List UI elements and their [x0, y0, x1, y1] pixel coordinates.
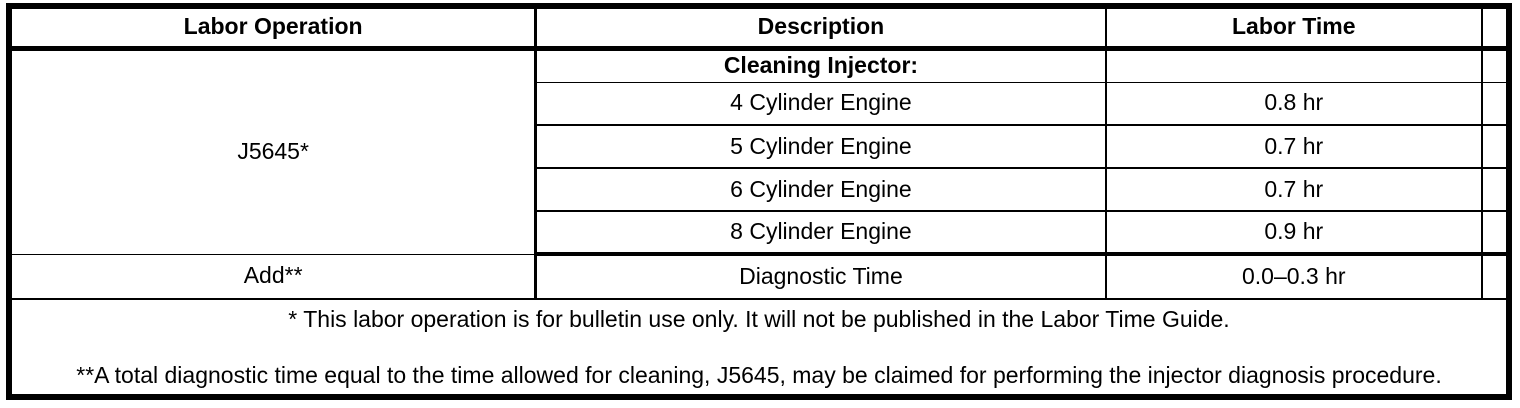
- cell-labor-time: [1106, 48, 1482, 82]
- cell-labor-time: 0.7 hr: [1106, 125, 1482, 168]
- header-labor-operation: Labor Operation: [9, 6, 536, 48]
- footnote-bulletin-use: * This labor operation is for bulletin use only. It will not be published in the Labor Time Guide.: [288, 305, 1230, 332]
- table-row: [9, 48, 1509, 82]
- cell-labor-operation-group: J5645*: [9, 48, 536, 254]
- cell-extra: [1482, 168, 1509, 211]
- footnote-diagnostic-time: **A total diagnostic time equal to the time allowed for cleaning, J5645, may be claimed for performing the injector diagnosis procedure.: [76, 361, 1442, 388]
- cell-extra: [1482, 125, 1509, 168]
- header-description: Description: [536, 6, 1106, 48]
- cell-labor-time: 0.7 hr: [1106, 168, 1482, 211]
- cell-extra: [1482, 254, 1509, 299]
- cell-extra: [1482, 82, 1509, 125]
- cell-extra: [1482, 211, 1509, 254]
- footnote-section: [9, 299, 1509, 397]
- table-header-row: [9, 6, 1509, 48]
- cell-labor-time: 0.0–0.3 hr: [1106, 254, 1482, 299]
- cell-labor-time: 0.8 hr: [1106, 82, 1482, 125]
- cell-description: Cleaning Injector:: [536, 48, 1106, 82]
- cell-labor-operation-add: Add**: [9, 254, 536, 299]
- cell-labor-time: 0.9 hr: [1106, 211, 1482, 254]
- header-extra-column: [1482, 6, 1509, 48]
- labor-time-table: [6, 3, 1512, 400]
- cell-extra: [1482, 48, 1509, 82]
- cell-description: 4 Cylinder Engine: [536, 82, 1106, 125]
- cell-description: 6 Cylinder Engine: [536, 168, 1106, 211]
- table-row-add: [9, 254, 1509, 299]
- footnote-section-row: [9, 299, 1509, 397]
- cell-description: 8 Cylinder Engine: [536, 211, 1106, 254]
- header-labor-time: Labor Time: [1106, 6, 1482, 48]
- cell-description: Diagnostic Time: [536, 254, 1106, 299]
- cell-description: 5 Cylinder Engine: [536, 125, 1106, 168]
